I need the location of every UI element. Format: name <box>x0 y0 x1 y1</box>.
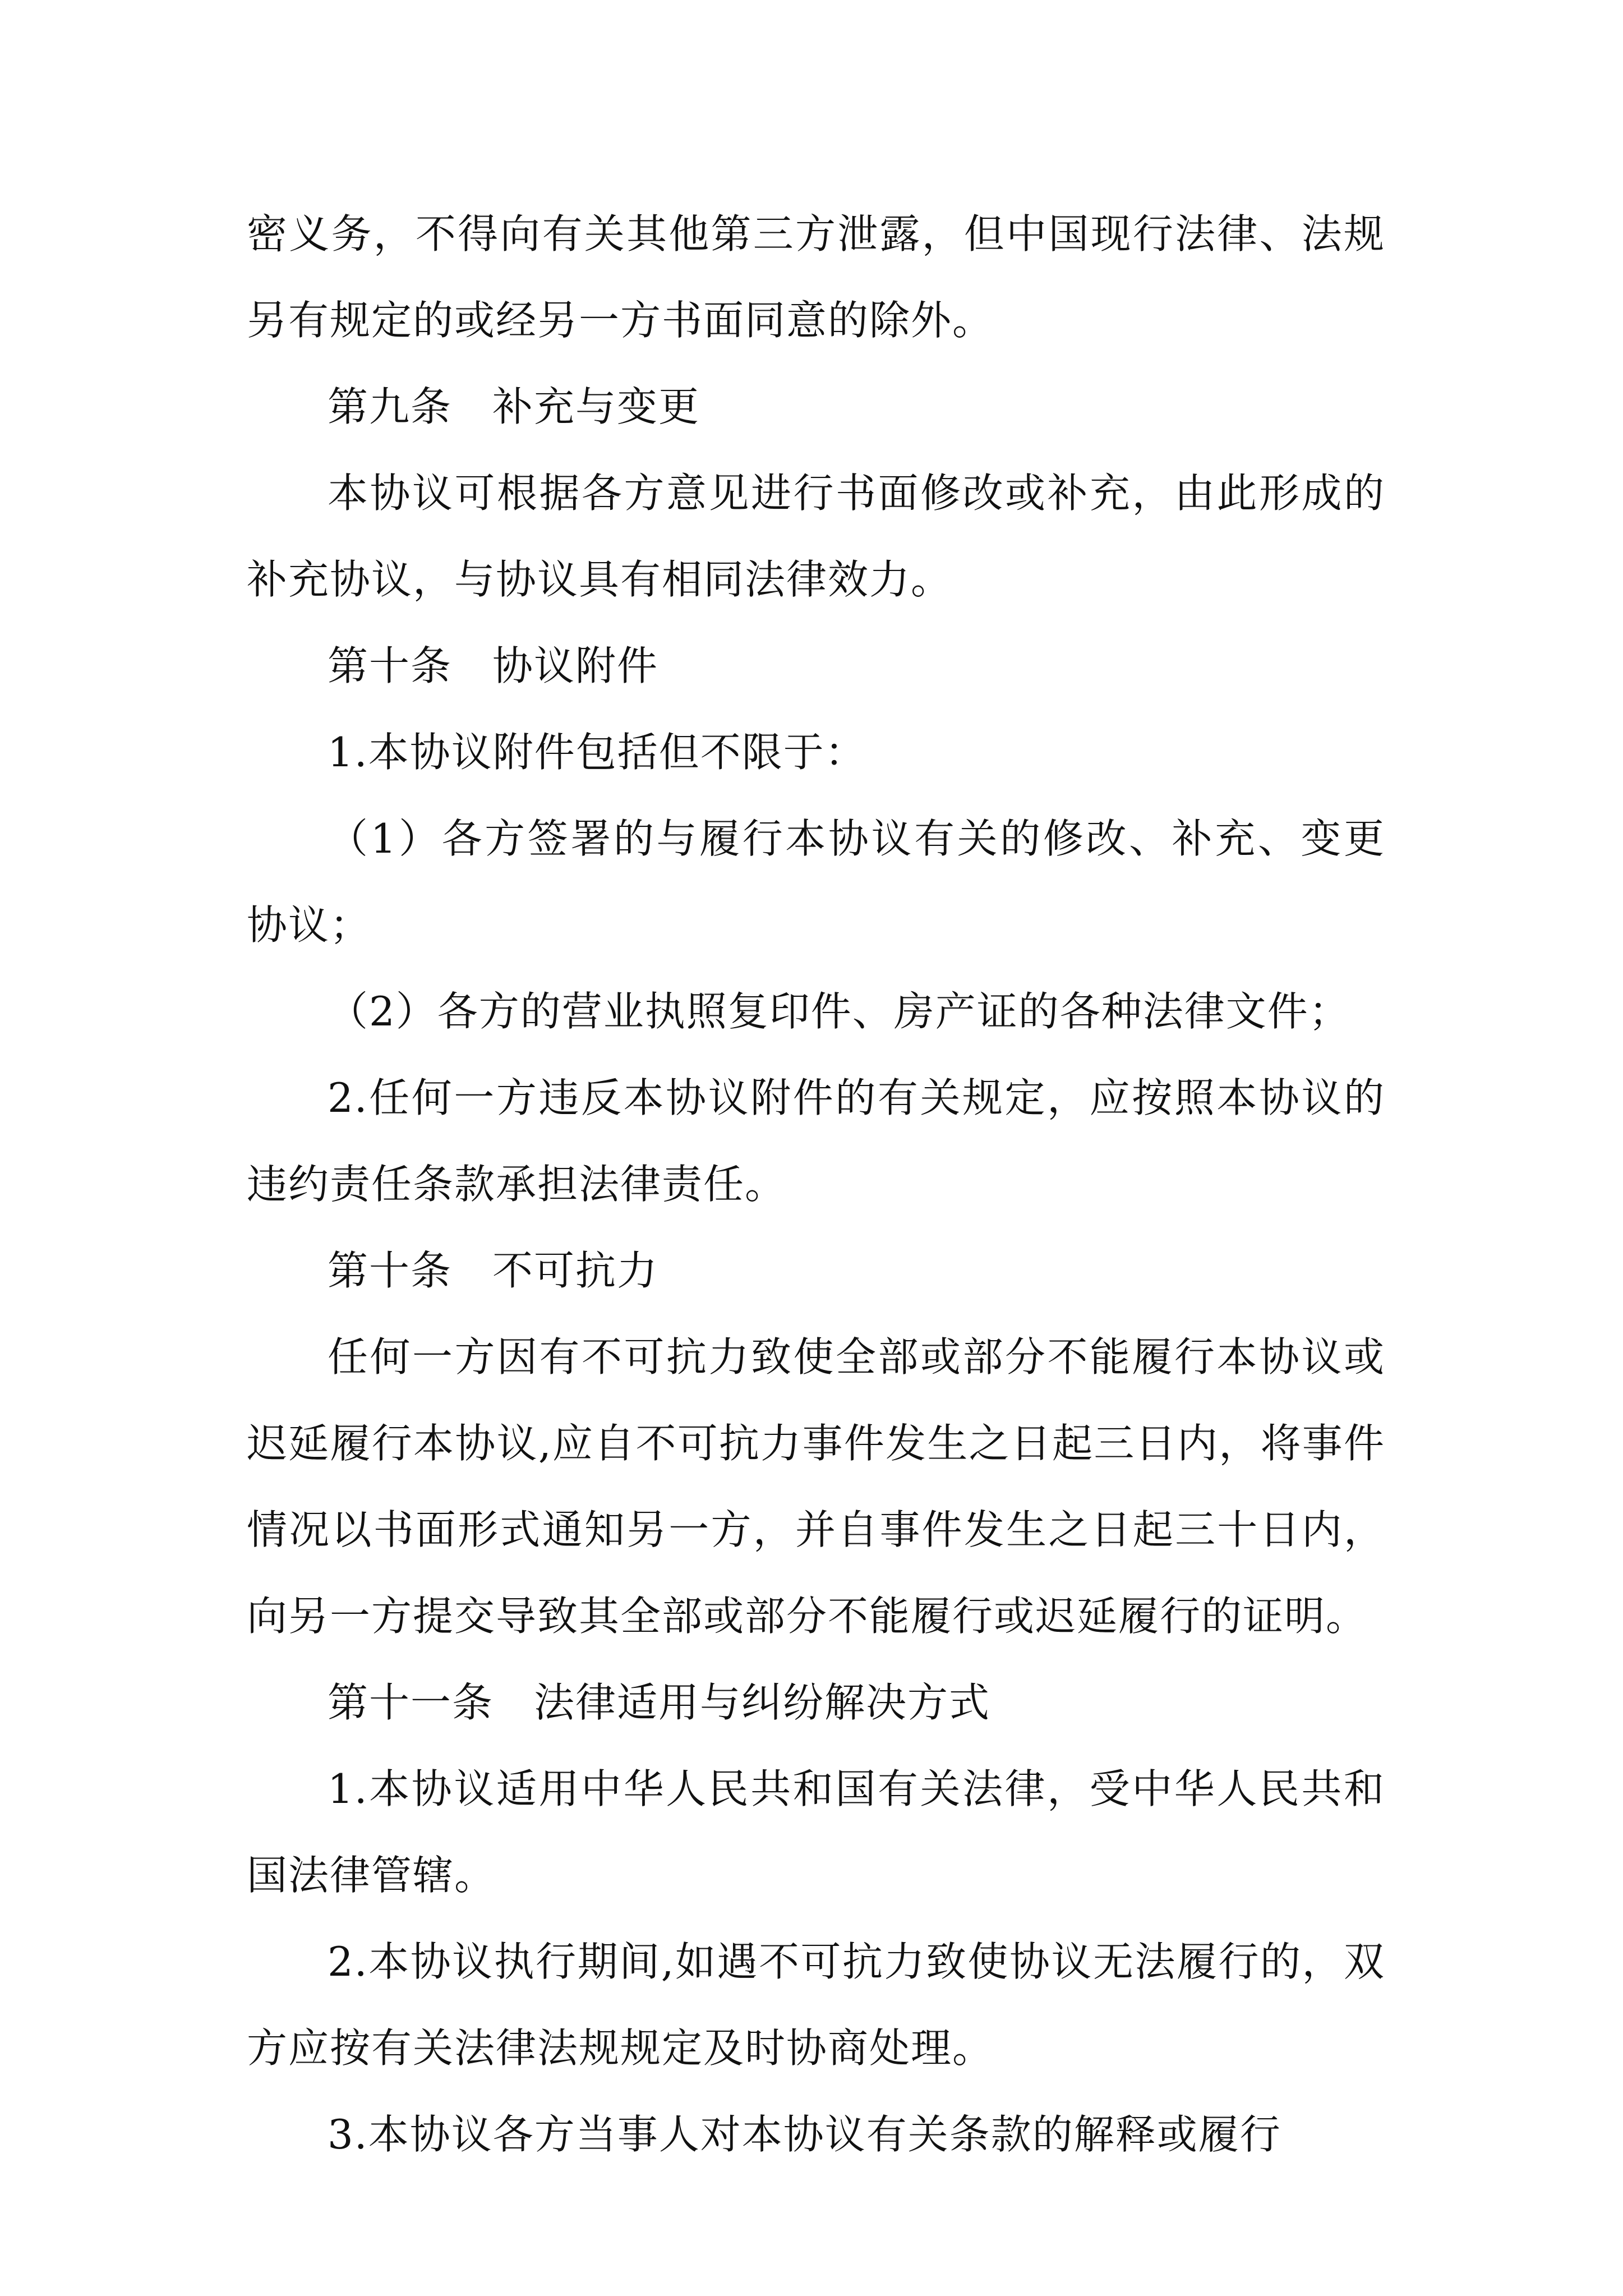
paragraph-interpretation: 3.本协议各方当事人对本协议有关条款的解释或履行 <box>328 2111 1281 2158</box>
paragraph-confidentiality-continued: 密义务，不得向有关其他第三方泄露，但中国现行法律、法规另有规定的或经另一方书面同意的除外。 <box>247 210 1385 344</box>
article-10-heading <box>247 623 1385 709</box>
paragraph-negotiation: 2.本协议执行期间,如遇不可抗力致使协议无法履行的，双方应按有关法律法规规定及时协商处理。 <box>247 1938 1385 2072</box>
paragraph-attachment-item-1: （1）各方签署的与履行本协议有关的修改、补充、变更协议； <box>247 815 1385 949</box>
article-number: 第十一条 <box>328 1679 494 1726</box>
article-force-majeure-heading <box>247 1227 1385 1314</box>
paragraph-attachments-scope: 1.本协议附件包括但不限于： <box>328 729 866 776</box>
paragraph-attachment-breach: 2.任何一方违反本协议附件的有关规定，应按照本协议的违约责任条款承担法律责任。 <box>247 1074 1385 1208</box>
article-title: 补充与变更 <box>492 383 700 430</box>
article-9-heading <box>247 364 1385 450</box>
article-11-heading <box>247 1659 1385 1746</box>
article-number: 第九条 <box>328 383 453 430</box>
article-title: 不可抗力 <box>492 1247 659 1294</box>
article-title: 协议附件 <box>492 642 659 689</box>
paragraph-governing-law: 1.本协议适用中华人民共和国有关法律，受中华人民共和国法律管辖。 <box>247 1765 1385 1899</box>
document-body <box>247 191 1385 2178</box>
article-title: 法律适用与纠纷解决方式 <box>534 1679 991 1726</box>
paragraph-force-majeure: 任何一方因有不可抗力致使全部或部分不能履行本协议或迟延履行本协议,应自不可抗力事件发生之日起三日内，将事件情况以书面形式通知另一方，并自事件发生之日起三十日内，向另一方提交导致其全部或部分不能履行或迟延履行的证明。 <box>247 1333 1385 1640</box>
article-number: 第十条 <box>328 642 453 689</box>
paragraph-attachment-item-2: （2）各方的营业执照复印件、房产证的各种法律文件； <box>328 988 1350 1035</box>
paragraph-supplement: 本协议可根据各方意见进行书面修改或补充，由此形成的补充协议，与协议具有相同法律效力。 <box>247 470 1385 603</box>
article-number: 第十条 <box>328 1247 453 1294</box>
